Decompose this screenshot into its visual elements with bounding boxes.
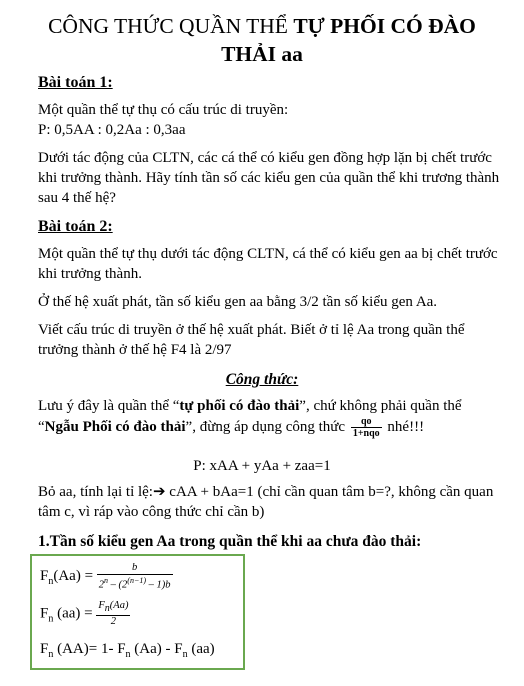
- formula-note: [38, 396, 508, 439]
- formula-heading-wrap: [20, 370, 504, 390]
- problem1-line1: Một quần thể tự thụ có cấu trúc di truyền:: [38, 102, 289, 118]
- note-text-f: ”, đừng áp dụng công thức: [185, 418, 349, 435]
- formula-fn-aa: [40, 562, 173, 592]
- f1-fraction: [97, 562, 173, 592]
- title-part1: CÔNG THỨC QUẦN THỂ: [48, 14, 294, 38]
- drop-aa-paragraph: Bỏ aa, tính lại tỉ lệ:➔ cAA + bAa=1 (chỉ cần quan tâm b=?, không cần quan tâm c, vì ráp vào công thức chỉ cần b): [38, 484, 494, 520]
- note-bold-b: tự phối có đào thải: [179, 398, 300, 414]
- f2-sub: n: [48, 613, 54, 625]
- formula-fn-aa-recessive: [40, 600, 130, 628]
- problem2-paragraph2: Ở thế hệ xuất phát, tần số kiểu gen aa bằng 3/2 tần số kiểu gen Aa.: [38, 294, 438, 310]
- problem2-paragraph1: Một quần thể tự thụ dưới tác động CLTN, cá thể có kiểu gen aa bị chết trước khi trưởng thành.: [38, 246, 498, 282]
- f3-g: (aa): [187, 641, 215, 657]
- f2-num-a: F: [98, 600, 105, 611]
- problem2-paragraph3: Viết cấu trúc di truyền ở thế hệ xuất phát. Biết ở tỉ lệ Aa trong quần thể trưởng thành ở thế hệ F4 là 2/97: [38, 322, 465, 358]
- formula-heading: Công thức:: [225, 371, 299, 388]
- f3-e: (Aa) - F: [130, 641, 183, 657]
- note-text-d: “: [38, 418, 45, 435]
- f1-numerator: b: [97, 562, 173, 575]
- f2-num-c: (Aa): [109, 600, 129, 611]
- f3-c: (AA)= 1- F: [53, 641, 126, 657]
- f1-mid: (Aa) =: [53, 568, 94, 585]
- f1-den-e: – 1)b: [146, 579, 171, 591]
- fraction-denominator: 1+nqo: [352, 428, 380, 439]
- note-text-c: ”, chứ không phải quần thể: [299, 398, 462, 414]
- f3-d: n: [125, 649, 131, 660]
- section1-heading: 1.Tần số kiểu gen Aa trong quần thể khi aa chưa đào thải:: [38, 533, 422, 550]
- note-text-a: Lưu ý đây là quần thể “: [38, 398, 180, 414]
- p-structure-line: P: xAA + yAa + zaa=1: [193, 458, 331, 474]
- note-bold-e: Ngẫu Phối có đào thải: [44, 418, 186, 435]
- problem1-heading: Bài toán 1:: [38, 74, 113, 91]
- f2-denominator: 2: [110, 616, 117, 628]
- f2-mid: (aa) =: [53, 605, 97, 622]
- f3-b: n: [48, 649, 54, 660]
- formula-fn-AA: [40, 640, 215, 664]
- f2-fraction: [96, 600, 130, 628]
- f1-den-a: 2: [98, 579, 105, 591]
- problem2-heading: Bài toán 2:: [38, 218, 113, 235]
- f2-numerator: [96, 600, 130, 616]
- f1-F: F: [40, 568, 49, 585]
- page-title: [20, 12, 504, 68]
- f2-num-b: n: [104, 603, 110, 615]
- note-text-g: nhé!!!: [383, 418, 425, 435]
- fraction-numerator: qo: [351, 416, 382, 428]
- title-part2: TỰ PHỐI CÓ ĐÀO: [293, 14, 476, 38]
- f3-a: F: [40, 641, 49, 657]
- problem1-line2: P: 0,5AA : 0,2Aa : 0,3aa: [38, 122, 186, 138]
- title-line2: THẢI aa: [221, 42, 303, 66]
- f1-sub: n: [48, 576, 54, 588]
- problem1-paragraph: Dưới tác động của CLTN, các cá thể có kiểu gen đồng hợp lặn bị chết trước khi trưởng thành. Hãy tính tần số các kiểu gen của quần thể khi trương thành sau 4 thế hệ?: [38, 150, 500, 206]
- f1-denominator: [97, 575, 173, 592]
- f3-f: n: [182, 649, 188, 660]
- panmixia-fraction: [351, 416, 382, 439]
- f1-den-c: – (2: [108, 579, 128, 591]
- f2-F: F: [40, 605, 49, 622]
- f1-den-d: (n−1): [127, 576, 147, 585]
- f1-den-b: n: [104, 576, 109, 585]
